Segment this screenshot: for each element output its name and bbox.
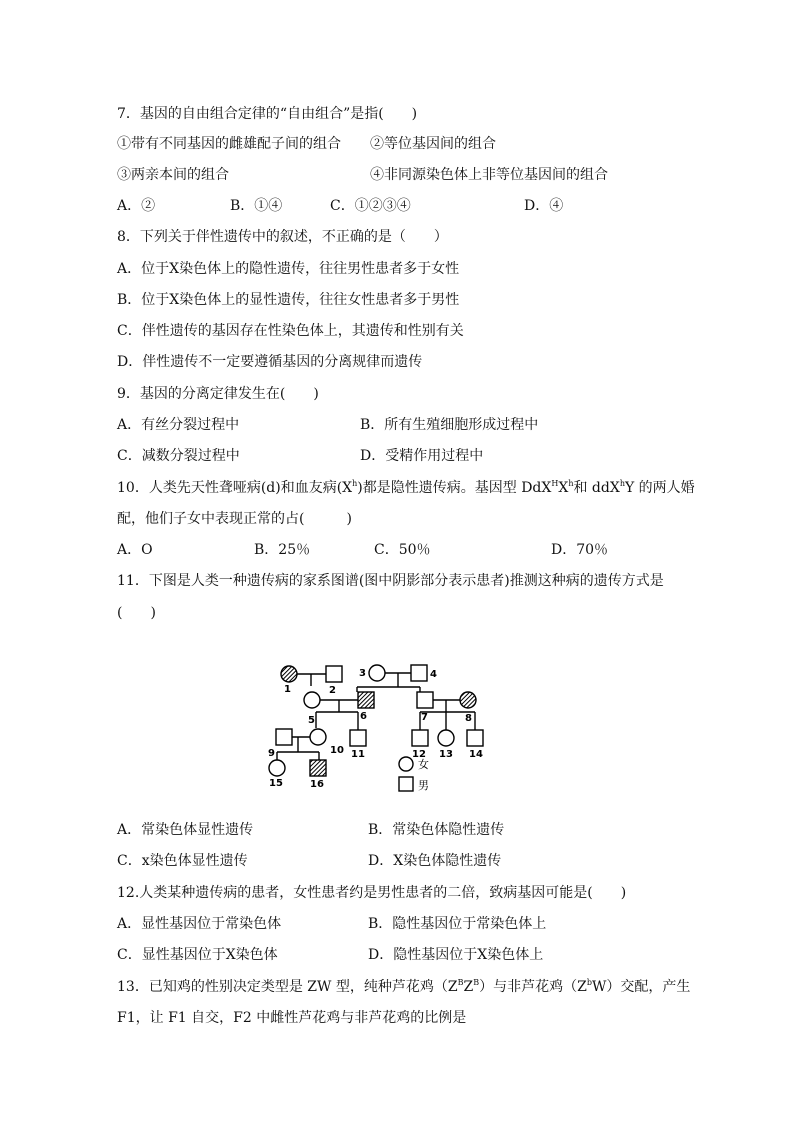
pedigree-label: 3 <box>359 668 366 679</box>
pedigree-individual-13 <box>438 730 454 746</box>
q11-option-b: B．常染色体隐性遗传 <box>368 822 505 838</box>
pedigree-individual-9 <box>276 729 292 745</box>
pedigree-label: 15 <box>269 778 283 789</box>
pedigree-label: 14 <box>469 749 483 760</box>
pedigree-label: 10 <box>330 745 344 756</box>
q11-option-a: A．常染色体显性遗传 <box>117 822 254 838</box>
q11-stem: 11．下图是人类一种遗传病的家系图谱(图中阴影部分表示患者)推测这种病的遗传方式是 <box>117 573 664 589</box>
q7-option-a: A．② <box>117 198 156 214</box>
q12-option-b: B．隐性基因位于常染色体上 <box>368 916 547 932</box>
legend-female-symbol <box>399 757 413 771</box>
q12-option-a: A．显性基因位于常染色体 <box>117 916 282 932</box>
pedigree-individual-8 <box>460 692 476 708</box>
pedigree-individual-3 <box>369 665 385 681</box>
pedigree-individual-12 <box>412 730 428 746</box>
pedigree-individual-7 <box>417 692 433 708</box>
pedigree-individual-16 <box>310 760 326 776</box>
q8-option-a: A．位于X染色体上的隐性遗传，往往男性患者多于女性 <box>117 261 460 277</box>
pedigree-individual-1 <box>281 666 297 682</box>
q7-stem: 7．基因的自由组合定律的“自由组合”是指( ) <box>117 106 418 122</box>
legend-male-symbol <box>399 777 413 791</box>
q9-option-a: A．有丝分裂过程中 <box>117 417 240 433</box>
q13-stem-continued: F1，让 F1 自交，F2 中雌性芦花鸡与非芦花鸡的比例是 <box>117 1010 467 1026</box>
legend-male-label: 男 <box>418 779 429 792</box>
pedigree-label: 5 <box>308 715 315 726</box>
pedigree-label: 12 <box>412 749 426 760</box>
pedigree-individual-11 <box>350 730 366 746</box>
q8-stem: 8．下列关于伴性遗传中的叙述，不正确的是（ ） <box>117 229 448 245</box>
pedigree-individual-4 <box>411 665 427 681</box>
pedigree-label: 16 <box>310 779 324 790</box>
q10-option-a: A．O <box>117 542 153 558</box>
pedigree-label: 6 <box>360 711 367 722</box>
pedigree-label: 9 <box>268 748 275 759</box>
pedigree-individual-14 <box>467 730 483 746</box>
q10-option-c: C．50％ <box>374 542 431 558</box>
pedigree-label: 11 <box>351 749 365 760</box>
q13-stem: 13．已知鸡的性别决定类型是 ZW 型，纯种芦花鸡$(Z^BZ^B)$与非芦花鸡$(Z^bW)$交配，产生 <box>117 978 691 995</box>
q7-item-2: ②等位基因间的组合 <box>370 136 496 152</box>
q7-item-3: ③两亲本间的组合 <box>117 167 229 183</box>
q10-stem-continued: 配，他们子女中表现正常的占( ) <box>117 511 352 527</box>
legend-female-label: 女 <box>418 758 429 771</box>
pedigree-individual-5 <box>304 692 320 708</box>
pedigree-label: 2 <box>329 685 336 696</box>
q11-option-c: C．x染色体显性遗传 <box>117 853 248 869</box>
pedigree-individual-10 <box>310 729 326 745</box>
q11-option-d: D．X染色体隐性遗传 <box>368 853 502 869</box>
pedigree-label: 1 <box>284 684 291 695</box>
q10-option-d: D．70％ <box>551 542 609 558</box>
q8-option-c: C．伴性遗传的基因存在性染色体上，其遗传和性别有关 <box>117 323 464 339</box>
q9-option-b: B．所有生殖细胞形成过程中 <box>360 417 539 433</box>
q12-stem: 12.人类某种遗传病的患者，女性患者约是男性患者的二倍，致病基因可能是( ) <box>117 885 627 901</box>
pedigree-label: 4 <box>430 669 437 680</box>
pedigree-chart <box>268 660 498 792</box>
q7-item-4: ④非同源染色体上非等位基因间的组合 <box>370 167 608 183</box>
q8-option-b: B．位于X染色体上的显性遗传，往往女性患者多于男性 <box>117 292 460 308</box>
q7-option-b: B．①④ <box>230 198 283 214</box>
q12-option-d: D．隐性基因位于X染色体上 <box>368 947 544 963</box>
q7-item-1: ①带有不同基因的雌雄配子间的组合 <box>117 136 341 152</box>
q7-option-c: C．①②③④ <box>330 198 411 214</box>
q9-stem: 9．基因的分离定律发生在( ) <box>117 386 319 402</box>
pedigree-label: 8 <box>465 713 472 724</box>
q12-option-c: C．显性基因位于X染色体 <box>117 947 278 963</box>
pedigree-individual-6 <box>358 692 374 708</box>
q10-option-b: B．25％ <box>254 542 311 558</box>
q11-stem-continued: ( ) <box>117 605 156 621</box>
pedigree-label: 13 <box>439 749 453 760</box>
q7-option-d: D．④ <box>524 198 564 214</box>
q8-option-d: D．伴性遗传不一定要遵循基因的分离规律而遗传 <box>117 354 423 370</box>
pedigree-individual-15 <box>269 760 285 776</box>
pedigree-individual-2 <box>326 666 342 682</box>
pedigree-label: 7 <box>421 712 428 723</box>
q9-option-d: D．受精作用过程中 <box>360 448 484 464</box>
q10-stem: 10．人类先天性聋哑病(d)和血友病$(X^h)$都是隐性遗传病。基因型 $DdX^HX^h$和 ddX$^h$Y 的两人婚 <box>117 479 695 496</box>
q9-option-c: C．减数分裂过程中 <box>117 448 240 464</box>
